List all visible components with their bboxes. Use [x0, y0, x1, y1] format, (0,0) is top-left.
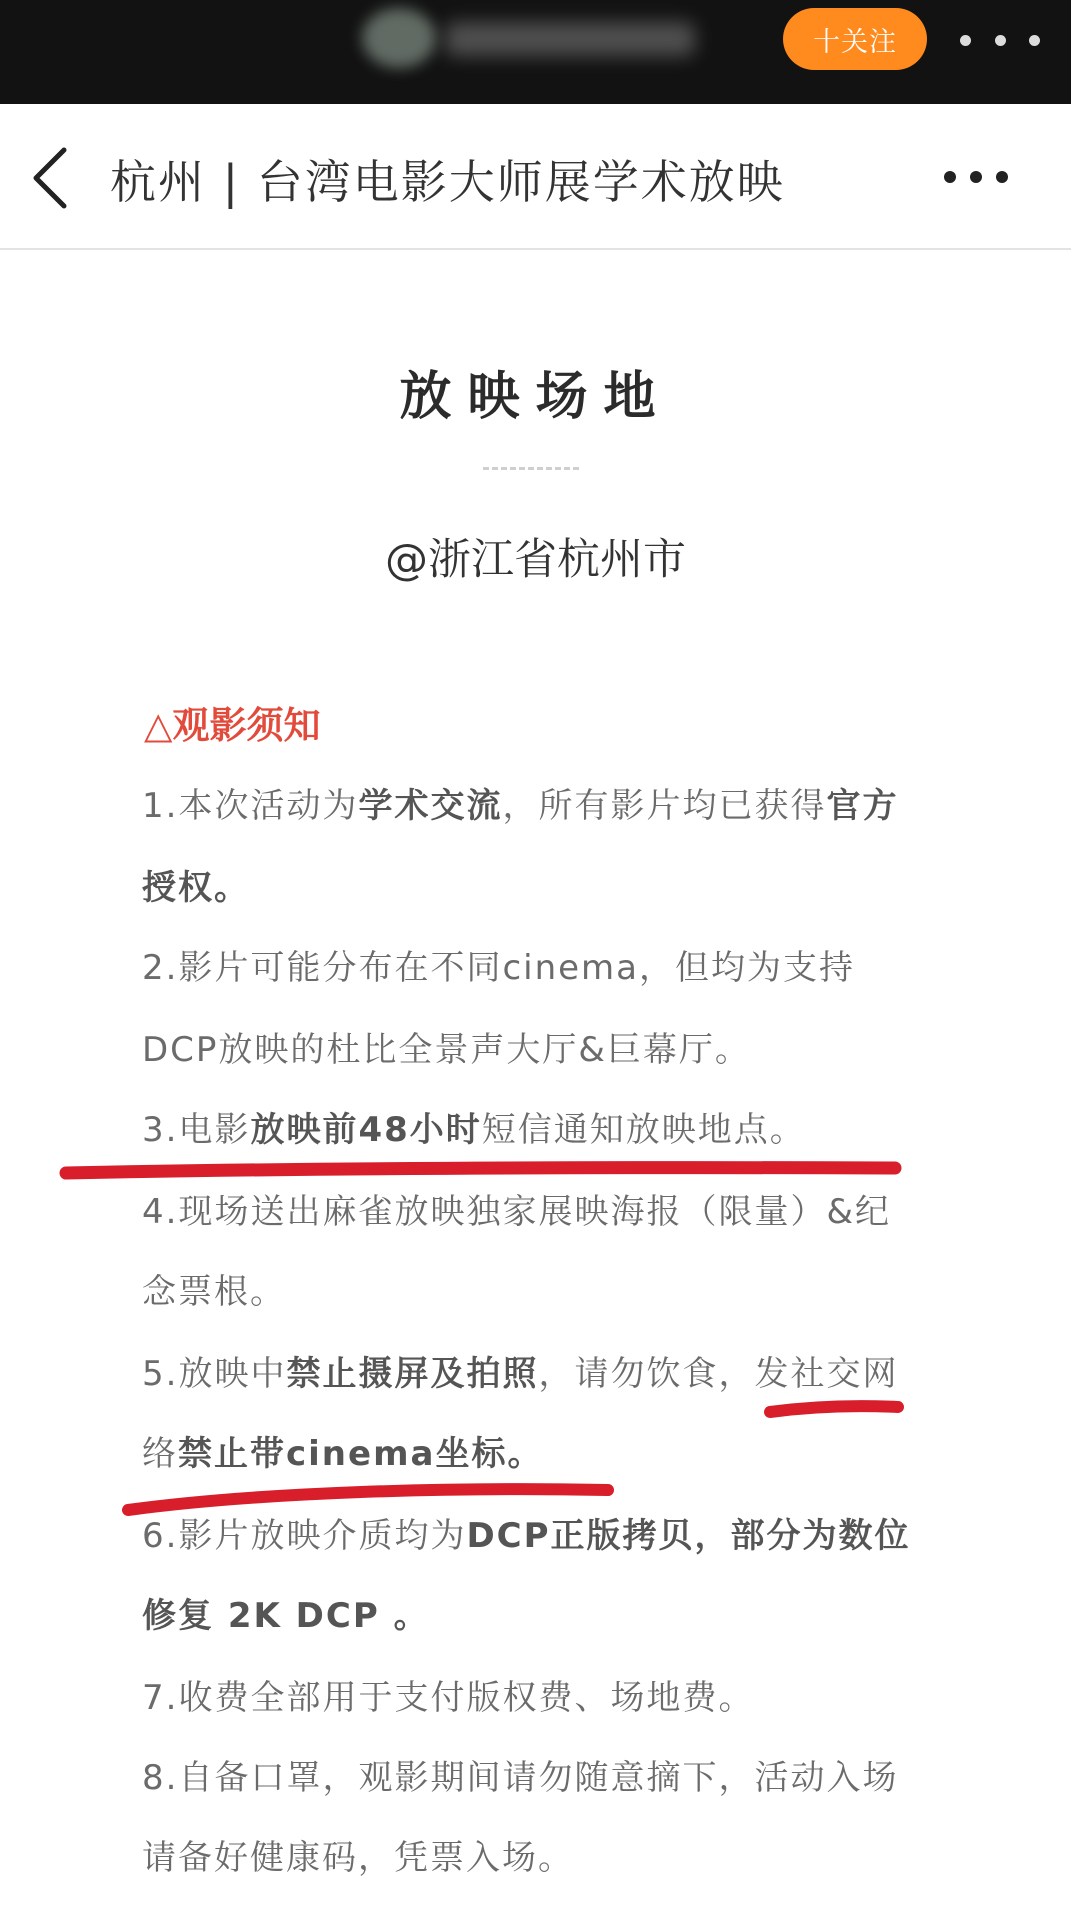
body-text: 6.影片放映介质均为 [142, 1516, 467, 1556]
divider [483, 467, 579, 470]
body-text: ，请勿饮食，发社交网 [538, 1354, 899, 1394]
body-text: DCP放映的杜比全景声大厅&巨幕厅。 [142, 1030, 751, 1070]
notice-line [142, 1264, 286, 1313]
notice-line [142, 1426, 543, 1475]
more-horizontal-icon[interactable] [944, 162, 1008, 192]
emphasis-text: 学术交流 [358, 786, 503, 826]
notice-title: △观影须知 [144, 704, 321, 747]
chevron-left-icon[interactable] [30, 146, 70, 210]
notice-line [142, 1830, 574, 1879]
body-text: 3.电影 [142, 1110, 251, 1150]
page-title: 杭州 | 台湾电影大师展学术放映 [110, 155, 785, 209]
blurred-avatar [362, 8, 436, 68]
body-text: 8.自备口罩，观影期间请勿随意摘下，活动入场 [142, 1758, 899, 1798]
more-horizontal-icon[interactable] [960, 20, 1040, 60]
blurred-account-name [445, 22, 695, 56]
body-text: 7.收费全部用于支付版权费、场地费。 [142, 1678, 755, 1718]
top-status-bar [0, 0, 1071, 104]
body-text: 络 [142, 1434, 178, 1474]
emphasis-text: 禁止带cinema坐标。 [178, 1434, 544, 1474]
notice-line [142, 1670, 754, 1719]
notice-line [142, 1346, 898, 1395]
notice-line [142, 1022, 751, 1071]
body-text: 请备好健康码，凭票入场。 [142, 1838, 574, 1878]
body-text: ，所有影片均已获得 [502, 786, 827, 826]
section-heading: 放映场地 [399, 367, 672, 427]
notice-line [142, 1588, 430, 1637]
emphasis-text: 官方 [826, 786, 899, 826]
emphasis-text: DCP正版拷贝，部分为数位 [466, 1516, 911, 1556]
body-text: 2.影片可能分布在不同cinema，但均为支持 [142, 948, 855, 988]
emphasis-text: 放映前48小时 [250, 1110, 482, 1150]
notice-line [142, 1750, 898, 1799]
notice-line [142, 1508, 911, 1557]
body-text: 短信通知放映地点。 [481, 1110, 806, 1150]
article-nav-bar [0, 104, 1071, 250]
body-text: 念票根。 [142, 1272, 286, 1312]
notice-line [142, 940, 855, 989]
body-text: 4.现场送出麻雀放映独家展映海报（限量）&纪 [142, 1192, 891, 1232]
notice-line [142, 1102, 806, 1151]
emphasis-text: 授权。 [142, 868, 250, 908]
body-text: 5.放映中 [142, 1354, 287, 1394]
emphasis-text: 禁止摄屏及拍照 [286, 1354, 539, 1394]
follow-button[interactable]: 十关注 [783, 8, 927, 70]
location-text: @浙江省杭州市 [385, 535, 686, 585]
notice-line [142, 778, 898, 827]
body-text: 1.本次活动为 [142, 786, 359, 826]
article-body [0, 250, 1071, 1905]
notice-line [142, 860, 250, 909]
notice-line [142, 1184, 891, 1233]
emphasis-text: 修复 2K DCP 。 [142, 1596, 430, 1636]
